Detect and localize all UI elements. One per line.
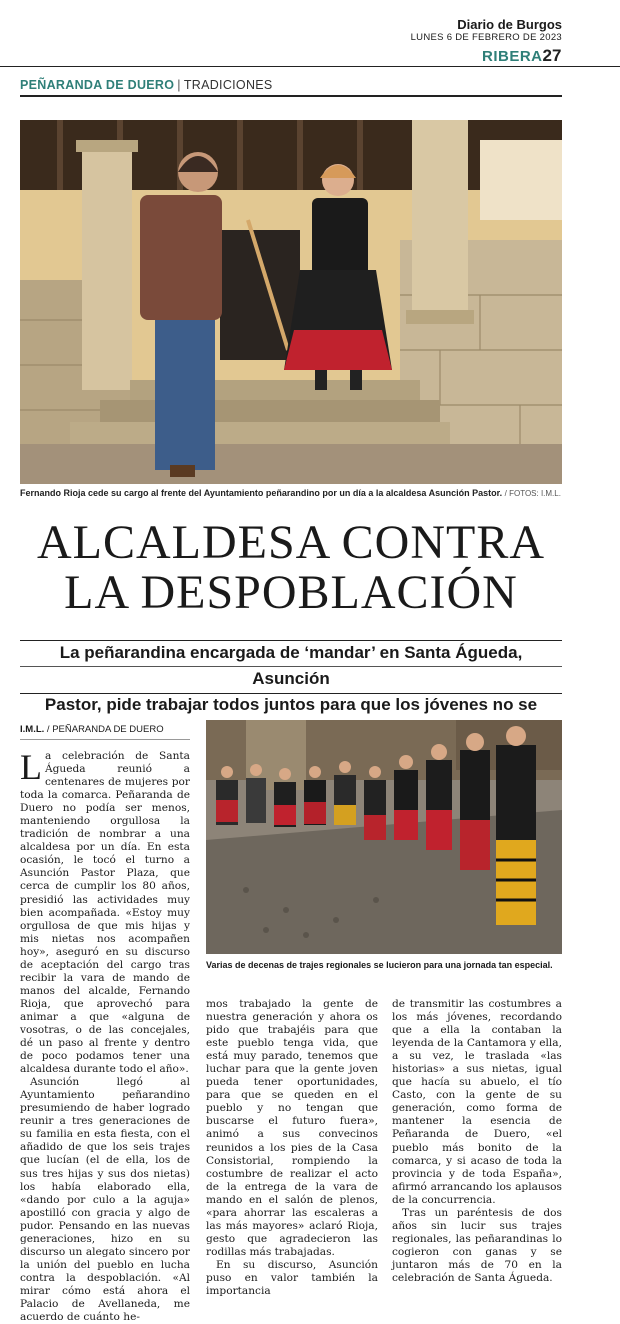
article-column-2 — [206, 998, 378, 1298]
col3-paragraph-2: Tras un paréntesis de dos años sin lucir sus trajes regionales, las peñarandinas lo cogieron con ganas y se juntaron más de 70 en la celebración de Santa Águeda. — [392, 1206, 562, 1284]
main-photo-caption — [20, 488, 562, 499]
col1-paragraph-1: a celebración de Santa Águeda reunió a centenares de mujeres por toda la comarca. Peñaranda de Duero no podía ser menos, manteniendo orgullosa la tradición de nombrar a una alcaldesa por un día. En esta ocasión, le tocó el turno a Asunción Pastor Plaza, que cerca de cumplir los 80 años, presidió las actividades muy bien acompañada. «Estoy muy orgullosa de que mis hijas y mis nietas nos acompañen hoy», aseguró en su discurso de aceptación del cargo tras recibir la vara de mando de manos del alcalde, Fernando Rioja, que aprovechó para animar a que «alguna de vosotras, o de las concejales, dé un paso al frente y dentro de poco podamos tener una alcaldesa durante todo el año». — [20, 750, 190, 1076]
byline — [20, 724, 164, 735]
dropcap: L — [20, 747, 42, 787]
issue-date: LUNES 6 DE FEBRERO DE 2023 — [410, 32, 562, 43]
kicker-tag: TRADICIONES — [183, 78, 273, 92]
main-photo-caption-text: Fernando Rioja cede su cargo al frente del Ayuntamiento peñarandino por un día a la alcaldesa Asunción Pastor. — [20, 488, 503, 498]
section-header — [482, 46, 561, 66]
headline-line-2: LA DESPOBLACIÓN — [64, 566, 518, 619]
second-photo-caption: Varias de decenas de trajes regionales se lucieron para una jornada tan especial. — [206, 960, 553, 970]
header-rule — [0, 66, 620, 67]
kicker-separator: | — [177, 78, 181, 92]
subhead-bottom-rule — [20, 693, 562, 694]
col3-paragraph-1: de transmitir las costumbres a los más jóvenes, recordando que a ella la contaban la leyenda de la Cantamora y ella, a su vez, le traslada «las historias» a sus nietas, igual que hacía su abuelo, el tío Casto, con la gente de su generación, como forma de mantener la esencia de Peñaranda de Duero, «el pueblo más bonito de la comarca, y si acaso de toda la provincia y de toda España», afirmó arrancando los aplausos de la concurrencia. — [392, 998, 562, 1206]
second-photo — [206, 720, 562, 954]
photo-credit: / FOTOS: I.M.L. — [504, 489, 561, 498]
article-column-1 — [20, 747, 190, 1324]
col2-paragraph-2: En su discurso, Asunción puso en valor también la importancia — [206, 1258, 378, 1298]
kicker — [20, 78, 273, 92]
main-photo — [20, 120, 562, 484]
headline — [20, 518, 562, 618]
col1-paragraph-2: Asunción llegó al Ayuntamiento peñarandino presumiendo de haber logrado reunir a tres generaciones de su familia en esta fiesta, con el añadido de que los seis trajes que lucían (el de ella, los de sus tres hijas y sus dos nietas) los había elaborado ella, «dando por culo a la aguja» apostilló con gracia y algo de pudor. Pensando en las nuevas generaciones, hizo en su discurso un alegato sincero por la unión del pueblo en lucha contra la despoblación. «Al mirar cómo está ahora el Palacio de Avellaneda, me acuerdo de cuánto he- — [20, 1076, 190, 1324]
newspaper-name: Diario de Burgos — [457, 17, 562, 32]
kicker-location: PEÑARANDA DE DUERO — [20, 78, 175, 92]
article-column-3 — [392, 998, 562, 1285]
page-number: 27 — [542, 46, 562, 65]
subhead-mid-rule — [20, 666, 562, 667]
masthead — [411, 18, 562, 43]
subhead-line-2: Pastor, pide trabajar todos juntos para que los jóvenes no se — [44, 695, 538, 714]
kicker-rule — [20, 95, 562, 97]
byline-place: / PEÑARANDA DE DUERO — [46, 724, 164, 735]
headline-line-1: ALCALDESA CONTRA — [36, 516, 546, 569]
byline-author: I.M.L. — [20, 724, 45, 735]
col2-paragraph-1: mos trabajado la gente de nuestra generación y ahora os pido que trabajéis para que este pueblo tenga vida, que está muy parado, tenemos que luchar para que la gente joven pueda tener oportunidades, para que se queden en el pueblo y no tengan que buscarse el futuro fuera», animó a sus convecinos reunidos a los pies de la Casa Consistorial, rompiendo la costumbre de realizar el acto de la entrega de la vara de mando en el salón de plenos, «para ahorrar las escaleras a las más mayores» aclaró Rioja, gesto que agradecieron las rodillas más trabajadas. — [206, 998, 378, 1258]
section-name: RIBERA — [482, 48, 543, 65]
byline-rule — [20, 739, 190, 740]
subhead-line-1: La peñarandina encargada de ‘mandar’ en Santa Águeda, Asunción — [59, 643, 523, 688]
